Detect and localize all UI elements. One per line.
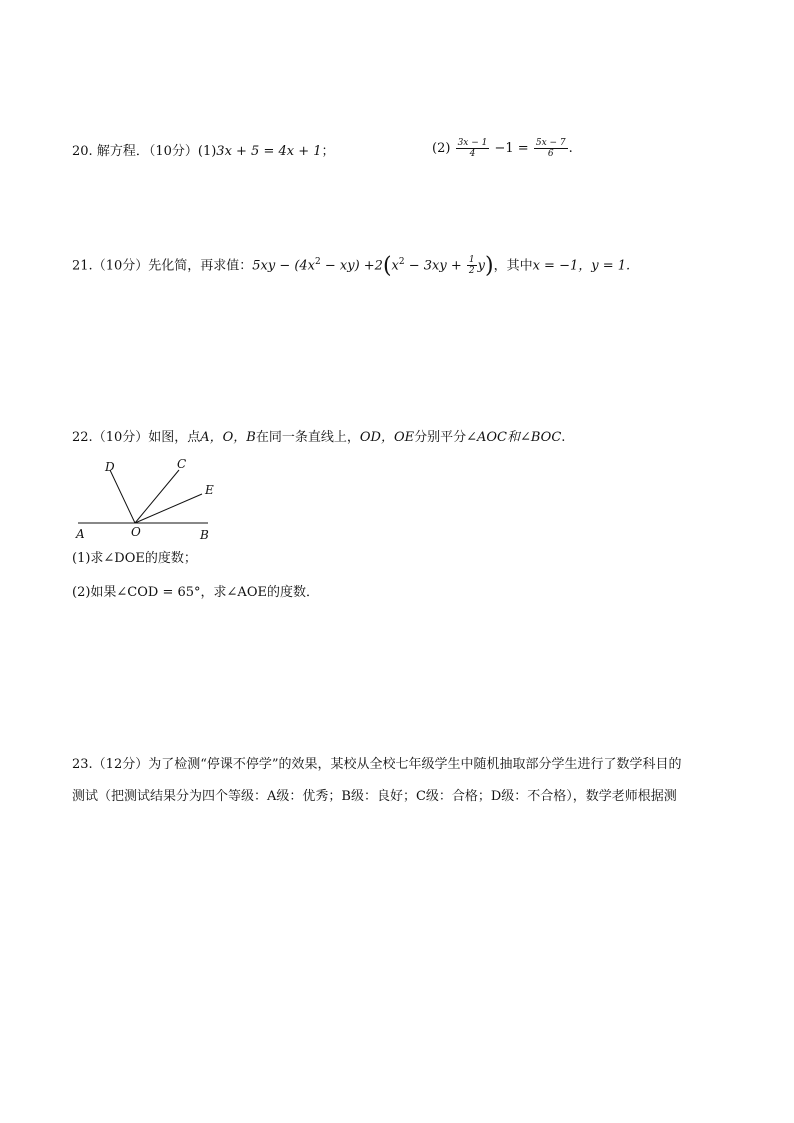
q21-condition: x = −1，y = 1. bbox=[532, 258, 631, 274]
q22-angles: ∠AOC和∠BOC bbox=[466, 430, 562, 445]
question-20 bbox=[72, 142, 335, 162]
q21-where: ，其中 bbox=[493, 258, 533, 274]
label-a: A bbox=[76, 527, 85, 541]
q22-bisectors: OD，OE bbox=[359, 430, 415, 445]
q21-half-denominator: 2 bbox=[468, 266, 475, 277]
q21-expr-c: x bbox=[391, 258, 399, 274]
q22-sub-2: (2)如果∠COD = 65°，求∠AOE的度数． bbox=[72, 585, 319, 600]
q20-frac1-denominator: 4 bbox=[469, 149, 476, 159]
q20-fraction-2 bbox=[534, 138, 568, 159]
q23-line-1: 23.（12分）为了检测“停课不停学”的效果，某校从全校七年级学生中随机抽取部分学生进行了数学科目的 bbox=[72, 757, 682, 772]
q22-end: . bbox=[561, 430, 566, 445]
ray-od bbox=[110, 470, 135, 523]
q21-square-1: 2 bbox=[315, 257, 321, 267]
q22-points: A，O，B bbox=[200, 430, 256, 445]
q20-equation-1: 3x + 5 = 4x + 1 bbox=[216, 144, 322, 159]
q20-fraction-1 bbox=[456, 138, 490, 159]
q20-separator: ； bbox=[321, 144, 335, 159]
q20-end: . bbox=[568, 141, 573, 156]
q21-number: 21. bbox=[72, 258, 93, 274]
q21-expr-b: − xy) +2 bbox=[320, 258, 383, 274]
q20-frac1-numerator: 3x − 1 bbox=[457, 138, 488, 148]
q20-minus-one: −1 = bbox=[494, 141, 529, 156]
label-o: O bbox=[131, 525, 141, 539]
q21-close-paren: ) bbox=[484, 253, 494, 279]
ray-oc bbox=[135, 470, 179, 523]
label-e: E bbox=[205, 483, 214, 497]
label-c: C bbox=[177, 457, 187, 471]
q20-frac2-denominator: 6 bbox=[547, 149, 554, 159]
q22-sub-1: (1)求∠DOE的度数； bbox=[72, 551, 197, 566]
q21-expr-e: y bbox=[477, 258, 485, 274]
q22-number: 22. bbox=[72, 430, 93, 445]
q20-part2-label: (2) bbox=[432, 141, 451, 156]
question-22 bbox=[72, 428, 565, 448]
q20-part-2 bbox=[432, 138, 573, 159]
q22-text: （10分）如图，点 bbox=[92, 430, 201, 445]
q23-line-2: 测试（把测试结果分为四个等级：A级：优秀；B级：良好；C级：合格；D级：不合格），数学老师根据测 bbox=[72, 789, 677, 804]
question-21 bbox=[72, 252, 631, 279]
q21-half bbox=[467, 255, 477, 276]
q20-frac2-numerator: 5x − 7 bbox=[535, 138, 566, 148]
q21-square-2: 2 bbox=[398, 257, 405, 267]
q21-expr-d: − 3xy + bbox=[404, 258, 466, 274]
q22-text2: 在同一条直线上， bbox=[255, 430, 360, 445]
q21-text: （10分）先化简，再求值： bbox=[92, 258, 253, 274]
q20-text: 解方程．（10分）(1) bbox=[96, 144, 217, 159]
q21-half-numerator: 1 bbox=[468, 255, 475, 266]
q21-expr-a: 5xy − (4x bbox=[252, 258, 316, 274]
q22-text3: 分别平分 bbox=[414, 430, 467, 445]
label-b: B bbox=[200, 528, 209, 542]
q20-number: 20. bbox=[72, 144, 93, 159]
ray-oe bbox=[135, 494, 202, 523]
angle-figure bbox=[72, 452, 222, 544]
label-d: D bbox=[105, 460, 115, 474]
q21-open-paren: ( bbox=[382, 253, 392, 279]
